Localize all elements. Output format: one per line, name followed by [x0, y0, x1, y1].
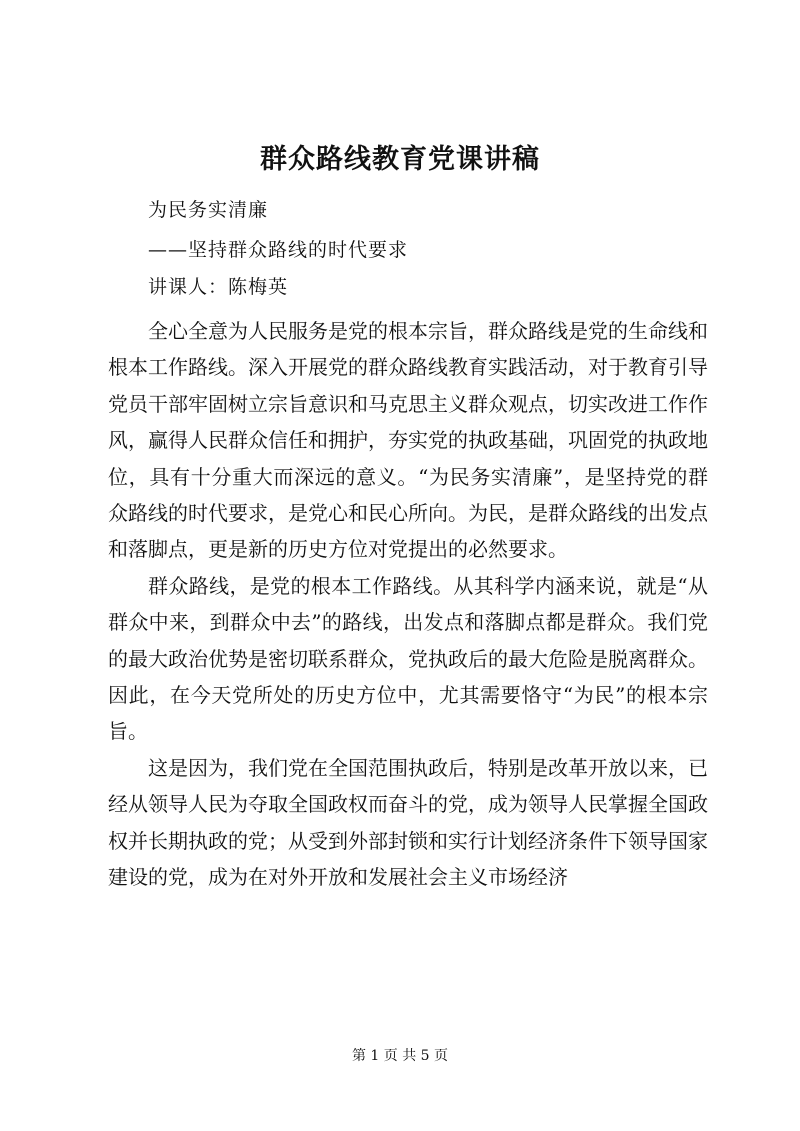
- document-body: [108, 313, 708, 896]
- paragraph: 全心全意为人民服务是党的根本宗旨，群众路线是党的生命线和根本工作路线。深入开展党的群众路线教育实践活动，对于教育引导党员干部牢固树立宗旨意识和马克思主义群众观点，切实改进工作作风，赢得人民群众信任和拥护，夯实党的执政基础，巩固党的执政地位，具有十分重大而深远的意义。“为民务实清廉”，是坚持党的群众路线的时代要求，是党心和民心所向。为民，是群众路线的出发点和落脚点，更是新的历史方位对党提出的必然要求。: [108, 319, 708, 562]
- document-subheading: ——坚持群众路线的时代要求: [148, 239, 409, 261]
- paragraph: 群众路线，是党的根本工作路线。从其科学内涵来说，就是“从群众中来，到群众中去”的路线，出发点和落脚点都是群众。我们党的最大政治优势是密切联系群众，党执政后的最大危险是脱离群众。因此，在今天党所处的历史方位中，尤其需要恪守“为民”的根本宗旨。: [108, 573, 708, 744]
- speaker-line: 讲课人：陈梅英: [148, 276, 289, 298]
- page-title: 群众路线教育党课讲稿: [260, 144, 540, 175]
- page-number-footer: 第 1 页 共 5 页: [351, 1048, 449, 1064]
- document-subtitle: 为民务实清廉: [148, 199, 269, 221]
- paragraph: 这是因为，我们党在全国范围执政后，特别是改革开放以来，已经从领导人民为夺取全国政权而奋斗的党，成为领导人民掌握全国政权并长期执政的党；从受到外部封锁和实行计划经济条件下领导国家建设的党，成为在对外开放和发展社会主义市场经济: [108, 755, 708, 890]
